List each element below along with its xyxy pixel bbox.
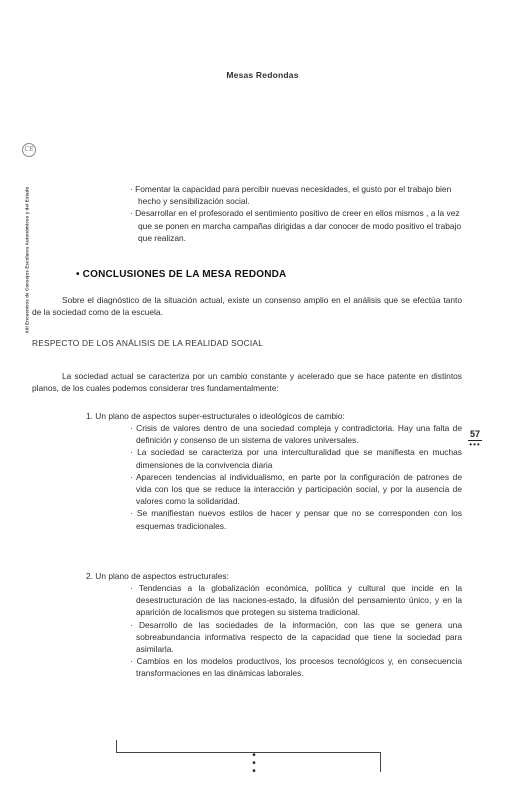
footer-rule xyxy=(116,752,381,753)
list-1-title: 1. Un plano de aspectos super-estructurales o ideológicos de cambio: xyxy=(86,411,345,421)
sidebar-vertical-title xyxy=(22,175,32,345)
list-item: · Aparecen tendencias al individualismo, en parte por la configuración de patrones de vida con los que se reduce la interacción y participación social, y por la ausencia de valores como la solidaridad. xyxy=(130,471,462,507)
list-item: · Crisis de valores dentro de una sociedad compleja y contradictoria. Hay una falta de definición y consenso de un sistema de valores universales. xyxy=(130,423,462,446)
footer-rule-right xyxy=(380,752,381,772)
paragraph-society xyxy=(32,370,462,394)
list-1-items xyxy=(130,422,462,532)
intro-bullet: · Desarrollar en el profesorado el sentimiento positivo de creer en ellos mismos , a la vez que se ponen en marcha campañas dirigidas a dar conocer de modo positivo el trabajo que realizan. xyxy=(130,208,462,243)
list-2-title: 2. Un plano de aspectos estructurales: xyxy=(86,571,229,581)
publisher-logo-icon: CE xyxy=(22,143,36,157)
list-item: · Se manifiestan nuevos estilos de hacer y pensar que no se corresponden con los esquemas tradicionales. xyxy=(130,508,462,531)
page-number-badge xyxy=(464,424,486,448)
intro-bullet: · Fomentar la capacidad para percibir nuevas necesidades, el gusto por el trabajo bien hecho y sensibilización social. xyxy=(130,184,452,207)
list-item: · Desarrollo de las sociedades de la información, con las que se genera una sobreabundancia informativa respecto de la capacidad que tiene la sociedad para asimilarla. xyxy=(130,619,462,655)
list-item: · Cambios en los modelos productivos, los procesos tecnológicos y, en consecuencia transformaciones en las dinámicas laborales. xyxy=(130,656,462,679)
subheading-social-reality: RESPECTO DE LOS ANÁLISIS DE LA REALIDAD SOCIAL xyxy=(32,338,264,348)
section-heading: • CONCLUSIONES DE LA MESA REDONDA xyxy=(76,269,287,280)
page-header: Mesas Redondas xyxy=(226,70,299,80)
sidebar-vertical-text: XIII Encuentros de Consejos Escolares Autonómicos y del Estado xyxy=(24,186,30,334)
list-item: · Tendencias a la globalización económica, política y cultural que incide en la desestructuración de las naciones-estado, la difusión del pensamiento único, y en la aparición de localismos que protegen su sistema tradicional. xyxy=(130,583,462,618)
intro-bullet-list xyxy=(130,183,462,244)
footer-dots: • • • xyxy=(252,750,256,777)
page-number-dots: ••• xyxy=(469,440,481,449)
list-2-items xyxy=(130,582,462,680)
paragraph-text: Sobre el diagnóstico de la situación actual, existe un consenso amplio en el análisis que se efectúa tanto de la sociedad como de la escuela. xyxy=(32,295,462,318)
paragraph-diagnosis xyxy=(32,294,462,318)
paragraph-text: La sociedad actual se caracteriza por un cambio constante y acelerado que se hace patente en distintos planos, de los cuales podemos considerar tres fundamentalmente: xyxy=(32,371,462,394)
page-number: 57 xyxy=(469,429,480,439)
list-item: · La sociedad se caracteriza por una interculturalidad que se manifiesta en muchas dimensiones de la convivencia diaria xyxy=(130,447,462,470)
